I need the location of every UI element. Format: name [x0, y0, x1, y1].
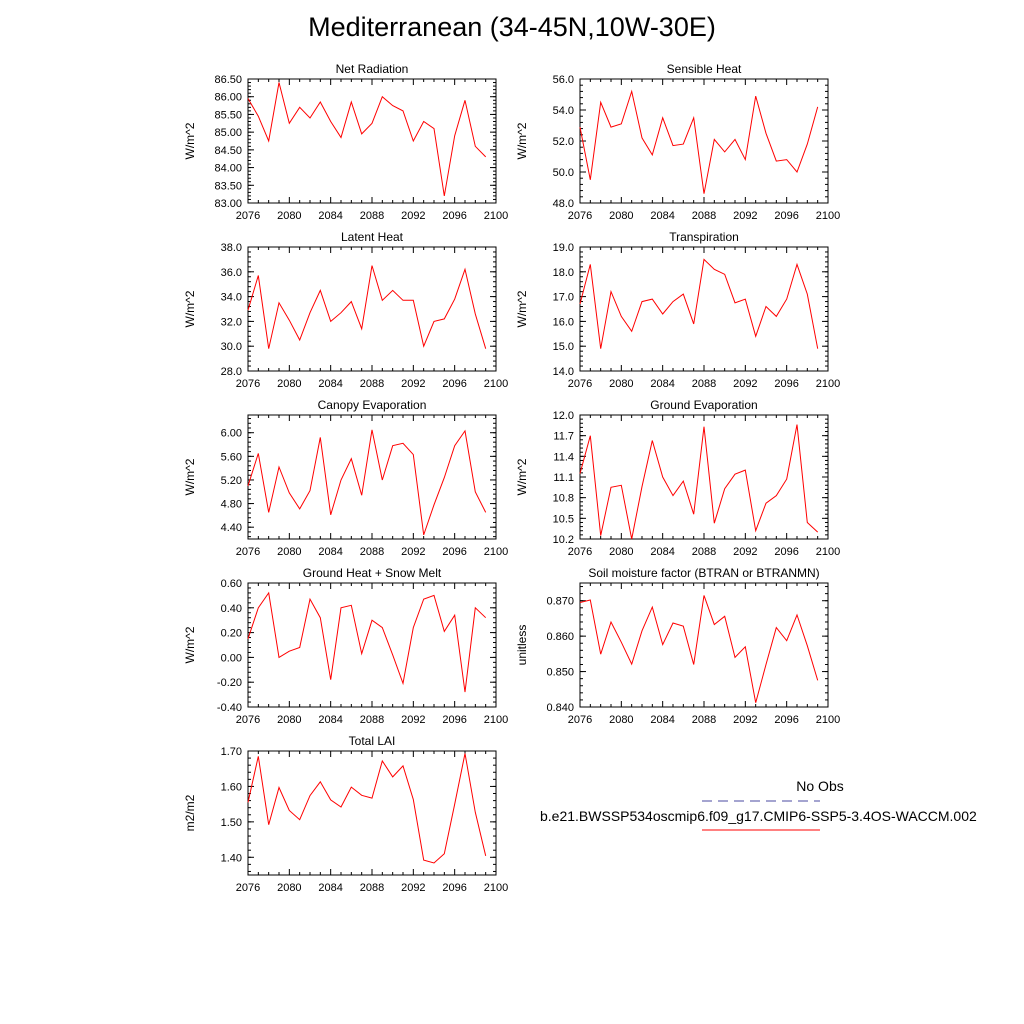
x-tick-label: 2092 — [401, 210, 426, 222]
y-tick-label: 86.50 — [214, 74, 242, 86]
panel-frame — [580, 79, 828, 203]
x-tick-label: 2080 — [609, 546, 634, 558]
x-tick-label: 2080 — [277, 714, 302, 726]
panel-title: Sensible Heat — [666, 62, 742, 76]
y-tick-label: 84.50 — [214, 144, 242, 157]
x-tick-label: 2100 — [483, 378, 509, 390]
y-tick-label: 11.1 — [553, 472, 574, 484]
x-tick-label: 2092 — [401, 378, 426, 390]
y-tick-label: 85.50 — [214, 109, 242, 122]
x-tick-label: 2076 — [235, 882, 261, 894]
y-tick-label: 17.0 — [552, 291, 574, 304]
y-tick-label: 0.20 — [220, 627, 242, 640]
x-tick-label: 2096 — [442, 714, 467, 726]
x-tick-label: 2076 — [235, 210, 261, 222]
y-tick-label: 1.40 — [220, 852, 242, 865]
x-tick-label: 2100 — [483, 210, 509, 222]
y-tick-label: 38.0 — [220, 242, 242, 254]
y-tick-label: 0.00 — [220, 652, 242, 665]
y-tick-label: 4.40 — [220, 522, 242, 535]
x-tick-label: 2084 — [650, 546, 675, 558]
panel-title: Latent Heat — [340, 230, 404, 244]
y-axis-label: W/m^2 — [183, 458, 197, 496]
x-tick-label: 2092 — [401, 882, 426, 894]
x-tick-label: 2092 — [733, 210, 758, 222]
x-tick-label: 2092 — [733, 378, 758, 390]
panel-4 — [515, 230, 840, 390]
y-tick-label: 85.00 — [214, 127, 242, 140]
series-line — [580, 91, 818, 193]
y-tick-label: 56.0 — [552, 74, 574, 86]
x-tick-label: 2084 — [318, 210, 343, 222]
panel-frame — [248, 415, 496, 539]
y-tick-label: 5.60 — [220, 451, 242, 464]
y-axis-label: W/m^2 — [515, 290, 529, 328]
panel-frame — [580, 415, 828, 539]
y-tick-label: 12.0 — [552, 410, 574, 422]
panel-frame — [580, 583, 828, 707]
x-tick-label: 2088 — [359, 882, 385, 894]
x-tick-label: 2100 — [483, 882, 509, 894]
panel-8 — [515, 566, 840, 726]
series-line — [248, 754, 486, 864]
y-tick-label: 14.0 — [552, 366, 574, 378]
y-tick-label: 0.840 — [546, 702, 574, 714]
y-tick-label: 52.0 — [552, 136, 574, 148]
x-tick-label: 2096 — [442, 378, 467, 390]
x-tick-label: 2092 — [733, 714, 758, 726]
y-tick-label: 15.0 — [552, 341, 574, 354]
y-tick-label: 34.0 — [220, 291, 242, 304]
y-tick-label: 86.00 — [214, 91, 242, 104]
panel-title: Ground Evaporation — [650, 398, 758, 412]
panel-7 — [183, 566, 508, 726]
y-tick-label: 0.870 — [546, 595, 574, 608]
x-tick-label: 2092 — [733, 546, 758, 558]
panel-frame — [248, 751, 496, 875]
y-axis-label: W/m^2 — [183, 122, 197, 160]
x-tick-label: 2100 — [815, 210, 841, 222]
x-tick-label: 2084 — [650, 714, 675, 726]
y-axis-label: unitless — [515, 624, 529, 666]
series-line — [248, 430, 486, 535]
panel-title: Ground Heat + Snow Melt — [302, 566, 442, 580]
x-tick-label: 2100 — [483, 714, 509, 726]
panel-title: Total LAI — [348, 734, 396, 748]
x-tick-label: 2084 — [650, 378, 675, 390]
x-tick-label: 2088 — [359, 546, 385, 558]
x-tick-label: 2080 — [277, 210, 302, 222]
y-tick-label: 10.2 — [552, 534, 574, 546]
y-axis-label: W/m^2 — [183, 626, 197, 664]
y-tick-label: 83.50 — [214, 180, 242, 193]
x-tick-label: 2080 — [609, 714, 634, 726]
y-tick-label: 1.50 — [220, 816, 242, 829]
x-tick-label: 2076 — [567, 210, 593, 222]
x-tick-label: 2084 — [318, 378, 343, 390]
x-tick-label: 2088 — [359, 714, 385, 726]
x-tick-label: 2096 — [442, 210, 467, 222]
x-tick-label: 2096 — [442, 546, 467, 558]
x-tick-label: 2088 — [691, 546, 717, 558]
y-axis-label: W/m^2 — [183, 290, 197, 328]
x-tick-label: 2096 — [774, 210, 799, 222]
y-tick-label: 0.860 — [546, 631, 574, 644]
x-tick-label: 2100 — [815, 546, 841, 558]
y-tick-label: 0.40 — [220, 602, 242, 615]
x-tick-label: 2080 — [609, 210, 634, 222]
x-tick-label: 2100 — [815, 714, 841, 726]
x-tick-label: 2096 — [774, 378, 799, 390]
y-tick-label: 11.4 — [553, 451, 574, 464]
y-tick-label: 48.0 — [552, 198, 574, 210]
x-tick-label: 2096 — [442, 882, 467, 894]
y-tick-label: 1.60 — [220, 781, 242, 794]
x-tick-label: 2080 — [277, 882, 302, 894]
legend-run-label: b.e21.BWSSP534oscmip6.f09_g17.CMIP6-SSP5-3.4OS-WACCM.002 — [540, 808, 977, 824]
x-tick-label: 2092 — [401, 714, 426, 726]
panel-title: Transpiration — [669, 230, 739, 244]
figure-title: Mediterranean (34-45N,10W-30E) — [308, 12, 716, 42]
x-tick-label: 2088 — [691, 210, 717, 222]
y-tick-label: 19.0 — [552, 242, 574, 254]
x-tick-label: 2088 — [691, 714, 717, 726]
series-line — [248, 266, 486, 349]
x-tick-label: 2080 — [277, 378, 302, 390]
y-tick-label: 0.850 — [546, 666, 574, 679]
y-tick-label: 16.0 — [552, 316, 574, 329]
x-tick-label: 2076 — [567, 546, 593, 558]
y-tick-label: 11.7 — [553, 430, 574, 443]
x-tick-label: 2084 — [318, 714, 343, 726]
x-tick-label: 2076 — [235, 546, 261, 558]
series-line — [580, 425, 818, 539]
x-tick-label: 2084 — [650, 210, 675, 222]
x-tick-label: 2076 — [567, 378, 593, 390]
y-tick-label: -0.20 — [216, 677, 242, 690]
y-tick-label: 36.0 — [220, 266, 242, 279]
x-tick-label: 2080 — [609, 378, 634, 390]
x-tick-label: 2100 — [815, 378, 841, 390]
y-tick-label: 10.8 — [552, 492, 574, 505]
x-tick-label: 2084 — [318, 882, 343, 894]
panel-frame — [248, 79, 496, 203]
x-tick-label: 2096 — [774, 714, 799, 726]
x-tick-label: 2080 — [277, 546, 302, 558]
y-axis-label: W/m^2 — [515, 122, 529, 160]
y-tick-label: -0.40 — [216, 702, 242, 714]
legend-obs — [530, 778, 990, 794]
series-line — [580, 595, 818, 702]
y-tick-label: 6.00 — [220, 427, 242, 440]
legend-obs-label: No Obs — [796, 778, 844, 794]
x-tick-label: 2076 — [235, 714, 261, 726]
y-tick-label: 54.0 — [552, 105, 574, 117]
x-tick-label: 2092 — [401, 546, 426, 558]
y-tick-label: 30.0 — [220, 341, 242, 354]
panel-title: Canopy Evaporation — [317, 398, 427, 412]
panel-frame — [580, 247, 828, 371]
x-tick-label: 2084 — [318, 546, 343, 558]
y-tick-label: 0.60 — [220, 578, 242, 590]
series-line — [248, 593, 486, 692]
y-tick-label: 5.20 — [220, 474, 242, 487]
x-tick-label: 2076 — [567, 714, 593, 726]
x-tick-label: 2088 — [359, 210, 385, 222]
y-tick-label: 1.70 — [220, 746, 242, 758]
y-tick-label: 4.80 — [220, 498, 242, 511]
series-line — [248, 83, 486, 196]
y-tick-label: 10.5 — [552, 513, 574, 526]
y-tick-label: 50.0 — [552, 167, 574, 179]
y-axis-label: m2/m2 — [183, 794, 197, 832]
x-tick-label: 2100 — [483, 546, 509, 558]
x-tick-label: 2096 — [774, 546, 799, 558]
panel-2 — [515, 62, 840, 222]
y-tick-label: 28.0 — [220, 366, 242, 378]
panels — [183, 62, 840, 894]
panel-3 — [183, 230, 508, 390]
y-axis-label: W/m^2 — [515, 458, 529, 496]
x-tick-label: 2088 — [691, 378, 717, 390]
y-tick-label: 83.00 — [214, 198, 242, 210]
panel-title: Net Radiation — [335, 62, 409, 76]
y-tick-label: 84.00 — [214, 162, 242, 175]
panel-title: Soil moisture factor (BTRAN or BTRANMN) — [588, 566, 820, 580]
x-tick-label: 2076 — [235, 378, 261, 390]
panel-5 — [183, 398, 508, 558]
x-tick-label: 2088 — [359, 378, 385, 390]
panel-9 — [183, 734, 508, 894]
panel-1 — [183, 62, 508, 222]
y-tick-label: 32.0 — [220, 316, 242, 329]
y-tick-label: 18.0 — [552, 266, 574, 279]
series-line — [580, 259, 818, 348]
panel-6 — [515, 398, 840, 558]
